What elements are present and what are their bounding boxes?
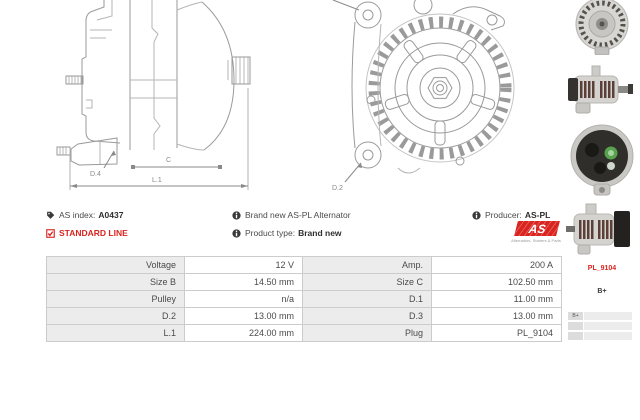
mini-table-cell bbox=[584, 332, 632, 340]
as-pl-logo-tagline: Alternators, Starters & Parts bbox=[511, 238, 561, 243]
spec-value-cell: 13.00 mm bbox=[185, 308, 303, 325]
spec-label-cell: Plug bbox=[303, 325, 432, 342]
product-photo-rear[interactable] bbox=[566, 122, 638, 196]
spec-label-cell: Pulley bbox=[47, 291, 185, 308]
product-type-row bbox=[232, 227, 351, 239]
info-icon bbox=[472, 211, 481, 220]
mini-table-row bbox=[568, 322, 632, 330]
spec-label-cell: Amp. bbox=[303, 257, 432, 274]
spec-value-cell: 11.00 mm bbox=[432, 291, 562, 308]
spec-row bbox=[47, 291, 562, 308]
mini-table-cell bbox=[568, 332, 583, 340]
spec-value-cell: 200 A bbox=[432, 257, 562, 274]
producer-value: AS-PL bbox=[524, 210, 551, 220]
standard-line-label: STANDARD LINE bbox=[59, 228, 128, 238]
spec-value-cell: n/a bbox=[185, 291, 303, 308]
dim-label-d2: D.2 bbox=[332, 185, 343, 192]
spec-value-cell: 12 V bbox=[185, 257, 303, 274]
dim-label-l1: L.1 bbox=[152, 177, 162, 184]
spec-table bbox=[46, 256, 562, 342]
technical-drawing-side-view bbox=[42, 0, 257, 198]
producer-label: Producer: bbox=[485, 210, 522, 220]
spec-label-cell: D.3 bbox=[303, 308, 432, 325]
as-pl-logo bbox=[514, 221, 560, 236]
tag-icon bbox=[46, 211, 55, 220]
info-column-middle bbox=[232, 209, 351, 245]
spec-label-cell: Size C bbox=[303, 274, 432, 291]
brand-new-text: Brand new AS-PL Alternator bbox=[245, 210, 351, 220]
dim-label-d4: D.4 bbox=[90, 171, 101, 178]
spec-value-cell: 224.00 mm bbox=[185, 325, 303, 342]
product-type-value: Brand new bbox=[298, 228, 342, 238]
info-column-left bbox=[46, 209, 128, 245]
mini-table-cell bbox=[584, 322, 632, 330]
terminal-label: B+ bbox=[597, 288, 607, 295]
standard-line-row bbox=[46, 227, 128, 239]
info-icon bbox=[232, 211, 241, 220]
as-index-value: A0437 bbox=[98, 210, 124, 220]
spec-label-cell: L.1 bbox=[47, 325, 185, 342]
spec-label-cell: D.1 bbox=[303, 291, 432, 308]
terminal-mini-table bbox=[568, 312, 632, 342]
spec-value-cell: 13.00 mm bbox=[432, 308, 562, 325]
plug-code-label: PL_9104 bbox=[587, 265, 617, 272]
product-photo-side-2[interactable] bbox=[566, 198, 638, 262]
product-type-label: Product type: bbox=[245, 228, 296, 238]
mini-table-cell bbox=[568, 322, 583, 330]
info-icon bbox=[232, 229, 241, 238]
spec-value-cell: PL_9104 bbox=[432, 325, 562, 342]
photo-gallery bbox=[566, 0, 640, 352]
as-index-row bbox=[46, 209, 128, 221]
spec-row bbox=[47, 257, 562, 274]
mini-table-cell: B+ bbox=[568, 312, 583, 320]
mini-table-row bbox=[568, 332, 632, 340]
brand-new-row bbox=[232, 209, 351, 221]
product-photo-side[interactable] bbox=[566, 58, 638, 120]
spec-label-cell: Voltage bbox=[47, 257, 185, 274]
producer-row bbox=[472, 209, 550, 221]
spec-label-cell: D.2 bbox=[47, 308, 185, 325]
mini-table-cell bbox=[584, 312, 632, 320]
technical-drawing-front-view bbox=[295, 0, 545, 198]
spec-value-cell: 14.50 mm bbox=[185, 274, 303, 291]
checkbox-checked-icon bbox=[46, 229, 55, 238]
spec-row bbox=[47, 274, 562, 291]
as-index-label: AS index: bbox=[59, 210, 96, 220]
dim-label-c: C bbox=[166, 157, 172, 164]
spec-row bbox=[47, 325, 562, 342]
spec-label-cell: Size B bbox=[47, 274, 185, 291]
spec-row bbox=[47, 308, 562, 325]
mini-table-row bbox=[568, 312, 632, 320]
product-photo-front[interactable] bbox=[566, 0, 638, 55]
as-pl-logo-text: AS bbox=[527, 221, 547, 236]
spec-value-cell: 102.50 mm bbox=[432, 274, 562, 291]
